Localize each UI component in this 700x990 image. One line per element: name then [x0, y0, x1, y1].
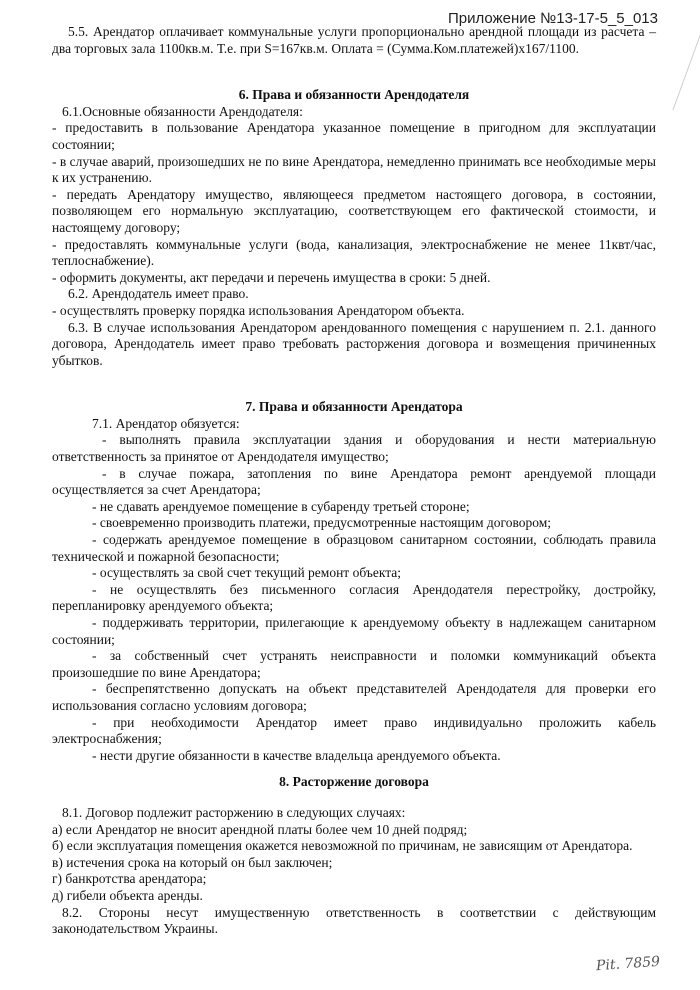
- clause-6-1-item: - в случае аварий, произошедших не по вине Арендатора, немедленно принимать все необходимые меры к их устранению.: [52, 153, 656, 186]
- scan-edge-mark: [672, 30, 700, 110]
- annex-number: Приложение №13-17-5_5_013: [448, 10, 658, 27]
- clause-7-1-item: - при необходимости Арендатор имеет право индивидуально проложить кабель электроснабжения;: [52, 714, 656, 747]
- registration-stamp: Pit. 7859: [595, 953, 661, 975]
- clause-7-1-item: - беспрепятственно допускать на объект представителей Арендодателя для проверки его использования согласно условиям договора;: [52, 681, 656, 713]
- clause-5-5: 5.5. Арендатор оплачивает коммунальные услуги пропорционально арендной площади из расчета – два торговых зала 1100кв.м. Т.е. при S=167кв.м. Оплата = (Сумма.Ком.платежей)х167/1100.: [52, 24, 656, 56]
- clause-7-1-item: - выполнять правила эксплуатации здания и оборудования и нести материальную ответственность за принятое от Арендодателя имущество;: [52, 432, 656, 465]
- clause-8-1-item: г) банкротства арендатора;: [52, 871, 207, 887]
- clause-7-1-item: - за собственный счет устранять неисправности и поломки коммуникаций объекта произошедшие по вине Арендатора;: [52, 648, 656, 680]
- clause-6-1-item: - предоставлять коммунальные услуги (вода, канализация, электроснабжение не менее 11квт/час, теплоснабжение).: [52, 236, 656, 269]
- clause-6-2-item: - осуществлять проверку порядка использования Арендатором объекта.: [52, 302, 465, 318]
- clause-8-1-item: в) истечения срока на который он был заключен;: [52, 854, 333, 870]
- clause-6-1-item: - передать Арендатору имущество, являющееся предметом настоящего договора, в состоянии, позволяющем его нормальную эксплуатацию, соответствующем его фактической стоимости, и настоящему договору;: [52, 186, 656, 235]
- clause-6-2: 6.2. Арендодатель имеет право.: [68, 286, 249, 302]
- clause-7-1-item: - не сдавать арендуемое помещение в субаренду третьей стороне;: [92, 498, 470, 514]
- clause-7-1-item: - своевременно производить платежи, предусмотренные настоящим договором;: [92, 515, 552, 531]
- clause-6-1-item: - предоставить в пользование Арендатора указанное помещение в пригодном для эксплуатации состоянии;: [52, 120, 656, 152]
- clause-8-1: 8.1. Договор подлежит расторжению в следующих случаях:: [62, 804, 406, 820]
- clause-7-1-item: - содержать арендуемое помещение в образцовом санитарном состоянии, соблюдать правила технической и пожарной безопасности;: [52, 532, 656, 564]
- clause-7-1: 7.1. Арендатор обязуется:: [92, 415, 240, 431]
- clause-7-1-item: - не осуществлять без письменного согласия Арендодателя перестройку, достройку, перепланировку арендуемого объекта;: [52, 581, 656, 614]
- clause-8-1-item: б) если эксплуатация помещения окажется невозможной по причинам, не зависящим от Арендатора.: [52, 838, 633, 854]
- clause-7-1-item: - поддерживать территории, прилегающие к арендуемому объекту в надлежащем санитарном состоянии;: [52, 615, 656, 647]
- clause-8-2: 8.2. Стороны несут имущественную ответственность в соответствии с действующим законодательством Украины.: [52, 904, 656, 937]
- clause-6-1: 6.1.Основные обязанности Арендодателя:: [62, 103, 303, 119]
- clause-8-1-item: д) гибели объекта аренды.: [52, 887, 203, 903]
- clause-8-1-item: а) если Арендатор не вносит арендной платы более чем 10 дней подряд;: [52, 821, 468, 837]
- clause-7-1-item: - в случае пожара, затопления по вине Арендатора ремонт арендуемой площади осуществляется за счет Арендатора;: [52, 465, 656, 498]
- section-6-title: 6. Права и обязанности Арендодателя: [238, 87, 470, 103]
- document-body: [52, 24, 656, 938]
- section-7-title: 7. Права и обязанности Арендатора: [245, 399, 463, 415]
- clause-6-3: 6.3. В случае использования Арендатором арендованного помещения с нарушением п. 2.1. данного договора, Арендодатель имеет право требовать расторжения договора и возмещения причиненных убытков.: [52, 319, 656, 368]
- clause-7-1-item: - осуществлять за свой счет текущий ремонт объекта;: [92, 565, 402, 581]
- clause-6-1-item: - оформить документы, акт передачи и перечень имущества в сроки: 5 дней.: [52, 269, 491, 285]
- section-8-title: 8. Расторжение договора: [279, 774, 429, 790]
- clause-7-1-item: - нести другие обязанности в качестве владельца арендуемого объекта.: [92, 747, 501, 763]
